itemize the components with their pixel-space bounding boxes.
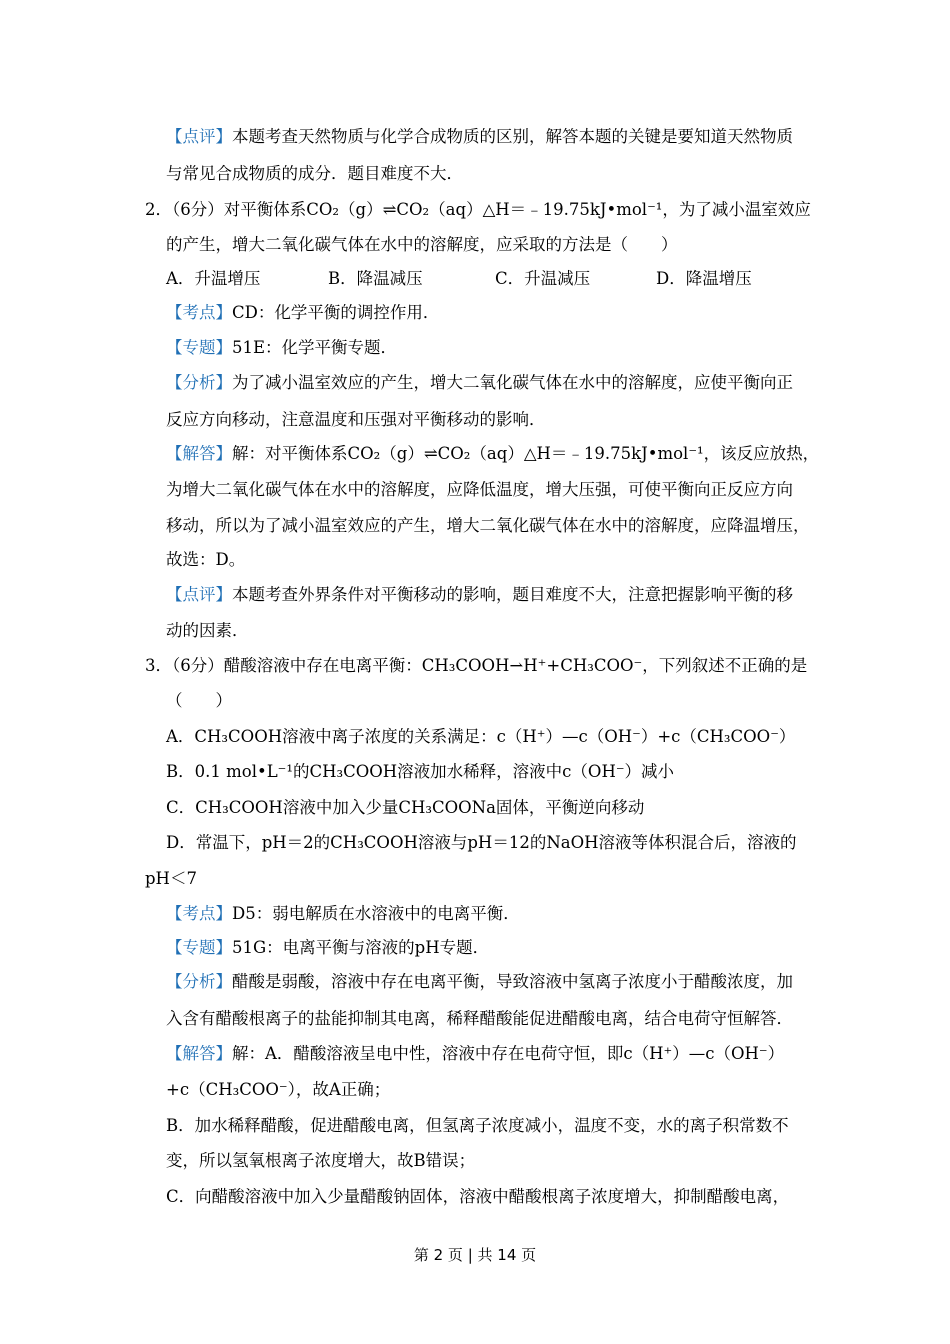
q2-option-a: A．升温增压: [166, 269, 261, 288]
q3-answer-line-2: +c（CH₃COO⁻），故A正确；: [166, 1080, 391, 1099]
q2-point-line: [166, 302, 439, 324]
q3-option-d-line-2: pH＜7: [145, 869, 197, 888]
text: 为了减小温室效应的产生，增大二氧化碳气体在水中的溶解度，应使平衡向正: [232, 373, 793, 392]
q2-option-d: D．降温增压: [656, 269, 752, 288]
question-2-stem-line-2: 的产生，增大二氧化碳气体在水中的溶解度，应采取的方法是（ ）: [166, 235, 678, 254]
q2-comment-line-1: [166, 584, 793, 606]
tag-comment: 【点评】: [166, 127, 232, 146]
q3-option-d-line-1: D．常温下，pH＝2的CH₃COOH溶液与pH＝12的NaOH溶液等体积混合后，溶液的: [166, 833, 797, 852]
question-2-stem-line-1: 2．（6分）对平衡体系CO₂（g）⇌CO₂（aq）△H＝﹣19.75kJ•mol⁻¹，为了减小温室效应: [145, 200, 811, 219]
q2-topic-line: [166, 337, 397, 359]
q2-answer-line-3: 移动，所以为了减小温室效应的产生，增大二氧化碳气体在水中的溶解度，应降温增压，: [166, 516, 810, 535]
q2-option-b: B．降温减压: [328, 269, 423, 288]
text: 解：对平衡体系CO₂（g）⇌CO₂（aq）△H＝﹣19.75kJ•mol⁻¹，该反应放热，: [232, 444, 820, 463]
tag-point: 【考点】: [166, 303, 232, 322]
tag-answer: 【解答】: [166, 1044, 232, 1063]
q2-comment-line-2: 动的因素．: [166, 621, 249, 640]
q2-option-c: C．升温减压: [495, 269, 591, 288]
q3-answer-line-4: 变，所以氢氧根离子浓度增大，故B错误；: [166, 1151, 476, 1170]
q3-topic-line: [166, 937, 489, 959]
tag-answer: 【解答】: [166, 444, 232, 463]
text: 51G：电离平衡与溶液的pH专题．: [232, 938, 490, 957]
review-comment-line-1: [166, 126, 793, 148]
q3-option-c: C．CH₃COOH溶液中加入少量CH₃COONa固体，平衡逆向移动: [166, 798, 645, 817]
q3-option-b: B．0.1 mol•L⁻¹的CH₃COOH溶液加水稀释，溶液中c（OH⁻）减小: [166, 762, 675, 781]
tag-analysis: 【分析】: [166, 373, 232, 392]
tag-analysis: 【分析】: [166, 972, 232, 991]
q2-analysis-line-1: [166, 372, 793, 394]
review-comment-line-2: 与常见合成物质的成分．题目难度不大．: [166, 164, 463, 183]
question-3-stem-line-2: （ ）: [166, 691, 232, 710]
page-footer: 第 2 页 | 共 14 页: [413, 1246, 537, 1264]
q2-answer-line-2: 为增大二氧化碳气体在水中的溶解度，应降低温度，增大压强，可使平衡向正反应方向: [166, 480, 793, 499]
text: 本题考查外界条件对平衡移动的影响，题目难度不大，注意把握影响平衡的移: [232, 585, 793, 604]
tag-topic: 【专题】: [166, 938, 232, 957]
text: 解：A．醋酸溶液呈电中性，溶液中存在电荷守恒，即c（H⁺）—c（OH⁻）: [232, 1044, 785, 1063]
tag-comment: 【点评】: [166, 585, 232, 604]
question-3-stem-line-1: 3．（6分）醋酸溶液中存在电离平衡：CH₃COOH⇀H⁺+CH₃COO⁻，下列叙述不正确的是: [145, 656, 808, 675]
q3-answer-line-3: B．加水稀释醋酸，促进醋酸电离，但氢离子浓度减小，温度不变，水的离子积常数不: [166, 1116, 789, 1135]
text: 醋酸是弱酸，溶液中存在电离平衡，导致溶液中氢离子浓度小于醋酸浓度，加: [232, 972, 793, 991]
q3-option-a: A．CH₃COOH溶液中离子浓度的关系满足：c（H⁺）—c（OH⁻）+c（CH₃COO⁻）: [166, 727, 796, 746]
q3-analysis-line-1: [166, 971, 793, 993]
text: CD：化学平衡的调控作用．: [232, 303, 440, 322]
tag-topic: 【专题】: [166, 338, 232, 357]
tag-point: 【考点】: [166, 904, 232, 923]
q3-answer-line-5: C．向醋酸溶液中加入少量醋酸钠固体，溶液中醋酸根离子浓度增大，抑制醋酸电离，: [166, 1187, 790, 1206]
text: 本题考查天然物质与化学合成物质的区别，解答本题的关键是要知道天然物质: [232, 127, 793, 146]
q2-analysis-line-2: 反应方向移动，注意温度和压强对平衡移动的影响．: [166, 410, 546, 429]
text: 51E：化学平衡专题．: [232, 338, 398, 357]
q2-answer-line-4: 故选：D。: [166, 550, 246, 569]
q3-answer-line-1: [166, 1043, 784, 1065]
text: D5：弱电解质在水溶液中的电离平衡．: [232, 904, 520, 923]
q3-point-line: [166, 903, 520, 925]
q2-answer-line-1: [166, 443, 819, 465]
q3-analysis-line-2: 入含有醋酸根离子的盐能抑制其电离，稀释醋酸能促进醋酸电离，结合电荷守恒解答．: [166, 1009, 793, 1028]
